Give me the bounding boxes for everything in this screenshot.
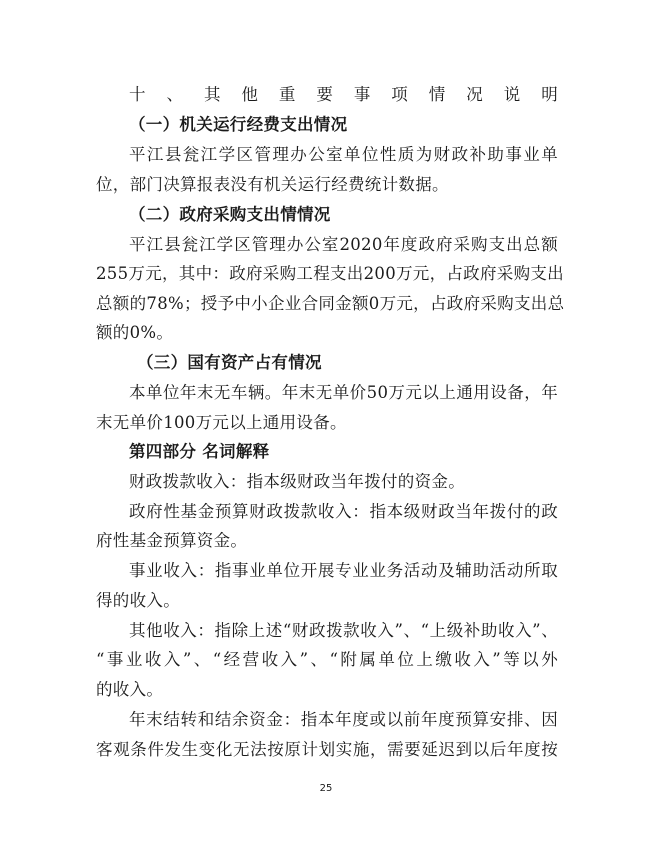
paragraph-line: 年末结转和结余资金：指本年度或以前年度预算安排、因 xyxy=(129,710,558,729)
paragraph-line: 255万元，其中：政府采购工程支出200万元，占政府采购支出 xyxy=(96,264,564,283)
paragraph-line: 十、其他重要事项情况说明 xyxy=(129,85,558,104)
paragraph-line: “事业收入”、“经营收入”、“附属单位上缴收入”等以外 xyxy=(96,650,558,669)
paragraph-line: 末无单价100万元以上通用设备。 xyxy=(96,413,347,432)
paragraph-line: 得的收入。 xyxy=(96,591,180,610)
paragraph-line: 事业收入：指事业单位开展专业业务活动及辅助活动所取 xyxy=(129,561,558,580)
page-number: 25 xyxy=(319,783,333,794)
paragraph-line: 本单位年末无车辆。年末无单价50万元以上通用设备，年 xyxy=(129,383,558,402)
section-heading: （二）政府采购支出情情况 xyxy=(129,205,331,224)
paragraph-line: 其他收入：指除上述“财政拨款收入”、“上级补助收入”、 xyxy=(129,621,558,640)
paragraph-line: 客观条件发生变化无法按原计划实施，需要延迟到以后年度按 xyxy=(96,740,558,759)
paragraph-line: 平江县瓮江学区管理办公室2020年度政府采购支出总额 xyxy=(129,235,558,254)
paragraph-line: 府性基金预算资金。 xyxy=(96,531,248,550)
paragraph-line: 政府性基金预算财政拨款收入：指本级财政当年拨付的政 xyxy=(129,502,558,521)
paragraph-line: 总额的78%；授予中小企业合同金额0万元，占政府采购支出总 xyxy=(96,294,565,313)
paragraph-line: 额的0%。 xyxy=(96,323,174,342)
section-heading: （三）国有资产占有情况 xyxy=(137,353,322,372)
paragraph-line: 平江县瓮江学区管理办公室单位性质为财政补助事业单 xyxy=(129,145,558,164)
paragraph-line: 位，部门决算报表没有机关运行经费统计数据。 xyxy=(96,175,449,194)
section-heading: 第四部分 名词解释 xyxy=(129,442,270,461)
section-heading: （一）机关运行经费支出情况 xyxy=(129,115,348,134)
paragraph-line: 财政拨款收入：指本级财政当年拨付的资金。 xyxy=(129,472,465,491)
paragraph-line: 的收入。 xyxy=(96,680,164,699)
